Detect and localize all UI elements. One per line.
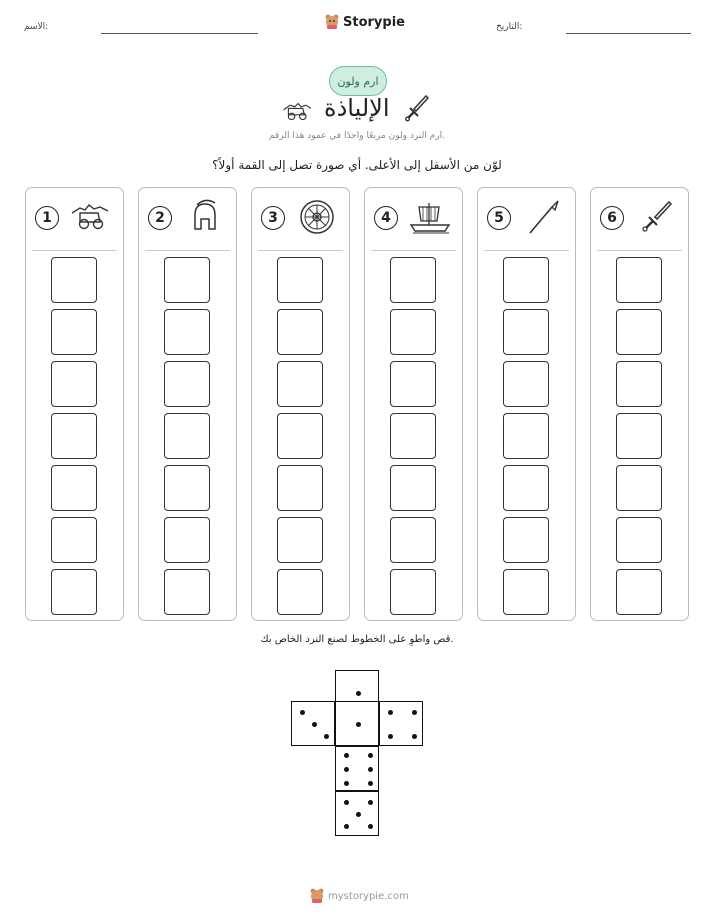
column-header xyxy=(139,188,236,250)
color-box[interactable] xyxy=(616,517,662,563)
color-box[interactable] xyxy=(164,361,210,407)
dice-face xyxy=(335,701,379,746)
color-box[interactable] xyxy=(277,465,323,511)
sword-icon xyxy=(404,94,430,124)
color-box[interactable] xyxy=(164,569,210,615)
color-box[interactable] xyxy=(503,309,549,355)
dice-face xyxy=(291,701,335,746)
column-number: 6 xyxy=(600,206,624,230)
column-header xyxy=(478,188,575,250)
color-box[interactable] xyxy=(277,517,323,563)
roll-and-color-badge: ارم ولون xyxy=(329,66,387,96)
column-divider xyxy=(145,250,230,251)
color-box[interactable] xyxy=(616,361,662,407)
color-box[interactable] xyxy=(51,361,97,407)
color-box[interactable] xyxy=(164,517,210,563)
color-box[interactable] xyxy=(390,309,436,355)
column-header xyxy=(365,188,462,250)
dice-pip xyxy=(412,734,417,739)
column-3 xyxy=(251,187,350,621)
dice-face xyxy=(335,791,379,836)
dice-face xyxy=(335,746,379,791)
color-box[interactable] xyxy=(51,413,97,459)
dice-pip xyxy=(300,710,305,715)
name-line[interactable] xyxy=(101,33,258,34)
date-line[interactable] xyxy=(566,33,691,34)
dice-pip xyxy=(344,781,349,786)
color-box[interactable] xyxy=(616,309,662,355)
page-title: الإلياذة xyxy=(324,94,390,122)
dice-pip xyxy=(344,824,349,829)
dice-face xyxy=(379,701,423,746)
dice-pip xyxy=(388,710,393,715)
color-box[interactable] xyxy=(390,517,436,563)
chariot-icon xyxy=(70,199,112,235)
spear-icon xyxy=(522,199,564,235)
column-number: 5 xyxy=(487,206,511,230)
color-box[interactable] xyxy=(164,257,210,303)
color-box[interactable] xyxy=(51,517,97,563)
dice-pip xyxy=(356,812,361,817)
color-box[interactable] xyxy=(503,413,549,459)
color-box[interactable] xyxy=(390,361,436,407)
color-box[interactable] xyxy=(503,257,549,303)
bear-logo-icon xyxy=(310,888,324,904)
color-box[interactable] xyxy=(164,465,210,511)
color-box[interactable] xyxy=(277,361,323,407)
column-header xyxy=(591,188,688,250)
dice-pip xyxy=(344,800,349,805)
color-box[interactable] xyxy=(503,361,549,407)
color-box[interactable] xyxy=(503,465,549,511)
column-number: 4 xyxy=(374,206,398,230)
bear-logo-icon xyxy=(325,14,339,30)
column-header xyxy=(252,188,349,250)
color-box[interactable] xyxy=(51,257,97,303)
name-label: الاسم: xyxy=(24,22,49,32)
column-number: 2 xyxy=(148,206,172,230)
round-shield-icon xyxy=(296,199,338,235)
color-box[interactable] xyxy=(503,569,549,615)
dice-pip xyxy=(368,824,373,829)
sword-icon xyxy=(635,199,677,235)
column-divider xyxy=(371,250,456,251)
color-box[interactable] xyxy=(277,309,323,355)
column-1 xyxy=(25,187,124,621)
spartan-helmet-icon xyxy=(183,199,225,235)
brand-logo xyxy=(325,14,405,30)
dice-instruction: قص واطوِ على الخطوط لصنع النرد الخاص بك. xyxy=(260,634,454,645)
column-number: 3 xyxy=(261,206,285,230)
dice-pip xyxy=(356,722,361,727)
footer-url[interactable]: mystorypie.com xyxy=(328,890,409,902)
greek-ship-icon xyxy=(409,199,451,235)
color-box[interactable] xyxy=(164,413,210,459)
color-box[interactable] xyxy=(616,257,662,303)
subtitle: ارم النرد ولون مربعًا واحدًا في عمود هذا الرقم. xyxy=(269,131,445,141)
date-label: التاريخ: xyxy=(496,22,523,32)
dice-pip xyxy=(388,734,393,739)
footer xyxy=(310,888,409,904)
color-box[interactable] xyxy=(616,465,662,511)
color-box[interactable] xyxy=(390,413,436,459)
column-divider xyxy=(258,250,343,251)
dice-pip xyxy=(368,781,373,786)
dice-pip xyxy=(344,767,349,772)
dice-pip xyxy=(324,734,329,739)
dice-pip xyxy=(368,753,373,758)
brand-name: Storypie xyxy=(343,14,405,30)
color-box[interactable] xyxy=(390,257,436,303)
dice-pip xyxy=(412,710,417,715)
column-divider xyxy=(597,250,682,251)
color-box[interactable] xyxy=(390,569,436,615)
question-text: لوّن من الأسفل إلى الأعلى. أي صورة تصل إلى القمة أولاً؟ xyxy=(212,158,502,172)
dice-pip xyxy=(356,691,361,696)
column-divider xyxy=(484,250,569,251)
column-6 xyxy=(590,187,689,621)
dice-pip xyxy=(312,722,317,727)
color-box[interactable] xyxy=(277,569,323,615)
dice-pip xyxy=(368,767,373,772)
color-box[interactable] xyxy=(51,569,97,615)
column-header xyxy=(26,188,123,250)
color-box[interactable] xyxy=(616,569,662,615)
color-box[interactable] xyxy=(51,465,97,511)
column-5 xyxy=(477,187,576,621)
dice-pip xyxy=(344,753,349,758)
column-divider xyxy=(32,250,117,251)
chariot-icon xyxy=(282,98,314,122)
color-box[interactable] xyxy=(164,309,210,355)
color-box[interactable] xyxy=(503,517,549,563)
column-2 xyxy=(138,187,237,621)
dice-pip xyxy=(368,800,373,805)
color-box[interactable] xyxy=(51,309,97,355)
color-box[interactable] xyxy=(616,413,662,459)
column-4 xyxy=(364,187,463,621)
color-box[interactable] xyxy=(277,257,323,303)
color-box[interactable] xyxy=(390,465,436,511)
color-box[interactable] xyxy=(277,413,323,459)
column-number: 1 xyxy=(35,206,59,230)
